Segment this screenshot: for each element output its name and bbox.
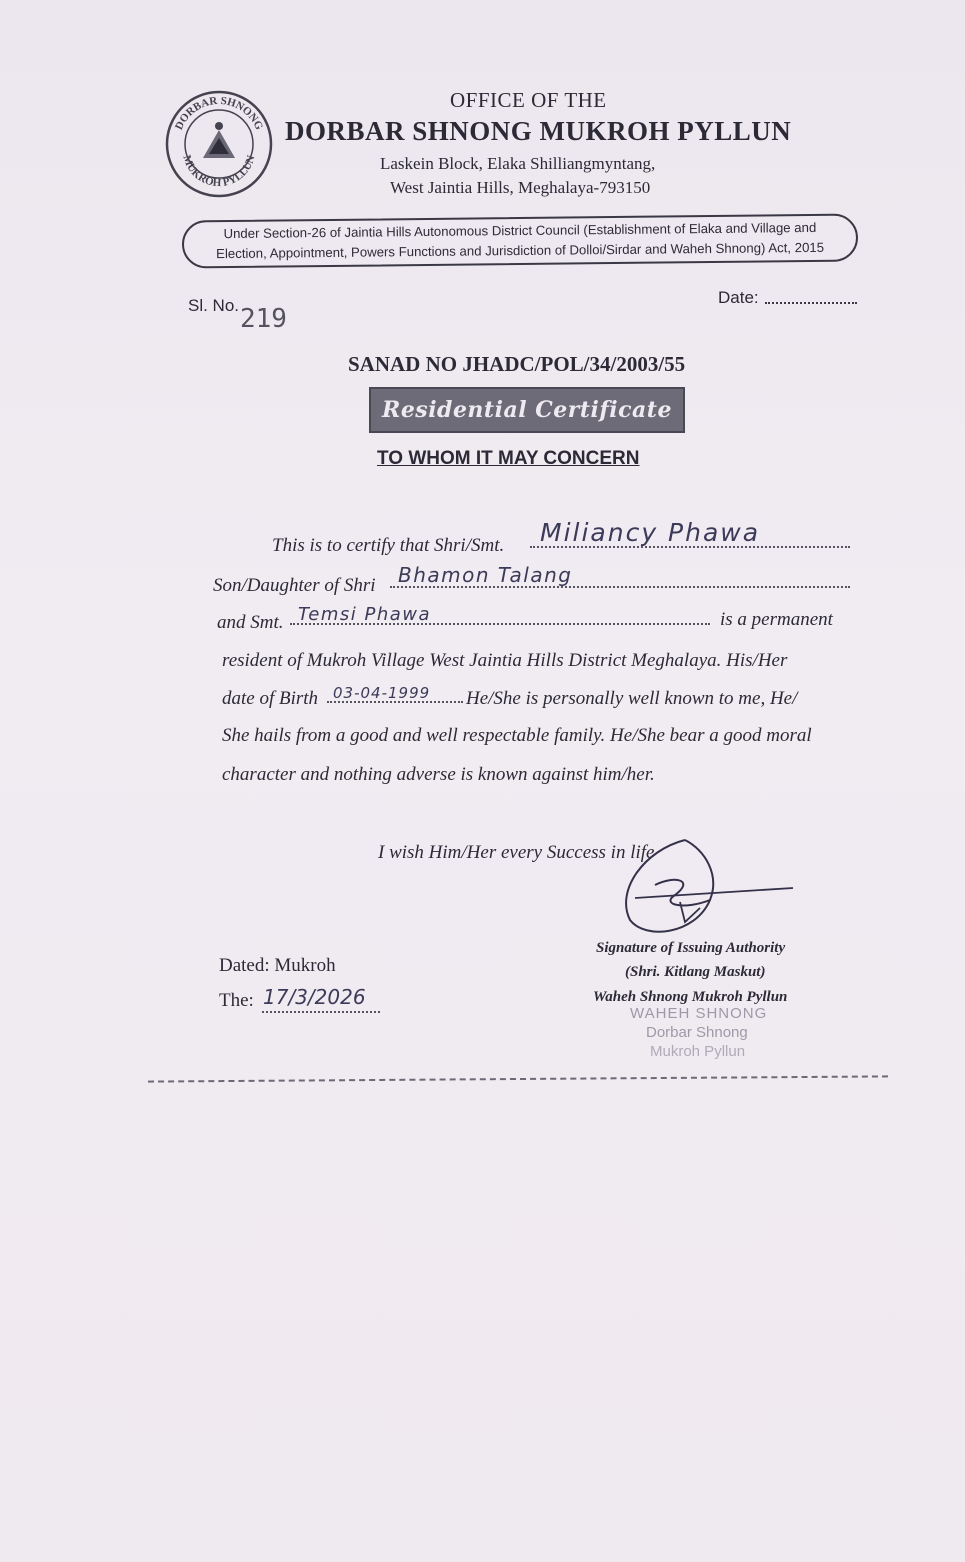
person-name-handwritten: Miliancy Phawa: [540, 518, 761, 547]
body-line-1-prefix: This is to certify that Shri/Smt.: [272, 535, 505, 556]
svg-text:MUKROH PYLLUN: [180, 154, 257, 190]
dorbar-seal-emblem: [163, 88, 275, 200]
bottom-divider: [148, 1075, 888, 1082]
stamp-line-2: Dorbar Shnong: [646, 1024, 748, 1041]
body-line-3-suffix: is a permanent: [720, 609, 833, 630]
body-line-6: She hails from a good and well respectable family. He/She bear a good moral: [222, 725, 812, 746]
body-line-3-prefix: and Smt.: [217, 612, 284, 633]
seal-top-text: DORBAR SHNONG: [172, 94, 266, 132]
signature-image: [615, 830, 805, 940]
stamp-line-3: Mukroh Pyllun: [650, 1043, 746, 1060]
certificate-title-box: Residential Certificate: [369, 387, 685, 433]
wish-text: I wish Him/Her every Success in life: [378, 842, 655, 863]
body-line-5-prefix: date of Birth: [222, 688, 319, 709]
issue-date-blank-line: [262, 1010, 380, 1013]
serial-number-value: 219: [240, 304, 287, 334]
dob-handwritten: 03-04-1999: [333, 684, 431, 702]
act-notice-line-1: Under Section-26 of Jaintia Hills Autonomous District Council (Establishment of Elaka and Village and: [223, 219, 817, 242]
body-line-2-prefix: Son/Daughter of Shri: [213, 575, 376, 596]
act-notice-box: [182, 213, 858, 268]
serial-number-label: Sl. No.: [188, 296, 240, 315]
to-whom-heading: TO WHOM IT MAY CONCERN: [377, 448, 640, 469]
signature-authority-title: Signature of Issuing Authority: [596, 940, 786, 956]
body-line-5-suffix: He/She is personally well known to me, He/: [466, 688, 798, 709]
address-line-2: West Jaintia Hills, Meghalaya-793150: [390, 178, 651, 197]
seal-bottom-text: MUKROH PYLLUN: [180, 153, 258, 190]
dated-place: Dated: Mukroh: [219, 955, 336, 976]
organization-name: DORBAR SHNONG MUKROH PYLLUN: [285, 116, 792, 146]
address-line-1: Laskein Block, Elaka Shilliangmyntang,: [380, 154, 656, 173]
stamp-line-1: WAHEH SHNONG: [630, 1005, 768, 1022]
act-notice-line-2: Election, Appointment, Powers Functions and Jurisdiction of Dolloi/Sirdar and Waheh Shnong) Act, 2015: [216, 239, 825, 262]
office-of-heading: OFFICE OF THE: [450, 88, 607, 112]
date-label: Date:: [718, 288, 759, 307]
issue-date-handwritten: 17/3/2026: [263, 985, 366, 1009]
body-line-7: character and nothing adverse is known against him/her.: [222, 764, 655, 785]
signatory-designation: Waheh Shnong Mukroh Pyllun: [593, 989, 788, 1005]
signatory-name: (Shri. Kitlang Maskut): [625, 964, 766, 980]
dated-the-label: The:: [219, 990, 254, 1011]
mother-name-handwritten: Temsi Phawa: [298, 604, 432, 625]
date-blank-line: [765, 292, 857, 304]
body-line-4: resident of Mukroh Village West Jaintia Hills District Meghalaya. His/Her: [222, 650, 788, 671]
sanad-number: SANAD NO JHADC/POL/34/2003/55: [348, 352, 686, 376]
father-name-handwritten: Bhamon Talang: [398, 563, 573, 587]
